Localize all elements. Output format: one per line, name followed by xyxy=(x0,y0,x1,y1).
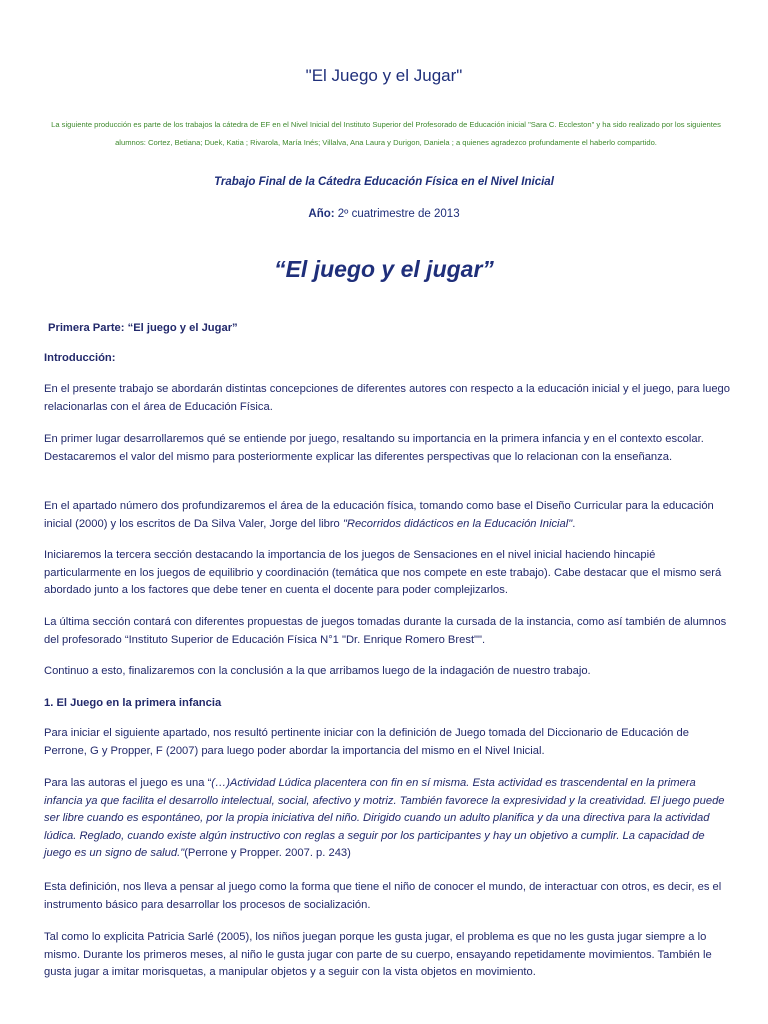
credits-note: La siguiente producción es parte de los trabajos la cátedra de EF en el Nivel Inicial del Instituto Superior del Profesorado de Educación inicial "Sara C. Eccleston" y ha sido realizado por los siguientes alumnos: Cortez, Betiana; Duek, Katia ; Rivarola, María Inés; Villalva, Ana Laura y Durigon, Daniela ; a quienes agradezco profundamente el haberlo compartido. xyxy=(51,120,721,147)
paragraph-3-text: En el apartado número dos profundizaremos el área de la educación física, tomando como base el Diseño Curricular para la educación inicial (2000) y los escritos de Da Silva Valer, Jorge del libro xyxy=(44,500,714,530)
part-heading: Primera Parte: “El juego y el Jugar” xyxy=(48,322,238,334)
book-title: "Recorridos didácticos en la Educación Inicial" xyxy=(342,517,573,530)
paragraph-10: Tal como lo explicita Patricia Sarlé (2005), los niños juegan porque les gusta jugar, el problema es que no les gusta jugar siempre a lo mismo. Durante los primeros meses, al niño le gusta jugar con parte de su cuerpo, ensayando repetidamente movimientos. También le gusta jugar a imitar morisquetas, a manipular objetos y a seguir con la vista objetos en movimiento. xyxy=(44,931,712,978)
paragraph-9: Esta definición, nos lleva a pensar al juego como la forma que tiene el niño de conocer el mundo, de interactuar con otros, es decir, es el instrumento básico para desarrollar los procesos de socialización. xyxy=(44,881,722,911)
quote-text: (…)Actividad Lúdica placentera con fin en sí misma. Esta actividad es trascendental en la primera infancia ya que facilita el desarrollo intelectual, social, afectivo y motriz. También favorece la expresividad y la creatividad. El juego puede ser libre cuando es espontáneo, por la propia iniciativa del niño. Dirigido cuando un adulto planifica y da una directiva para la actividad lúdica. Reglado, cuando existe algún instructivo con reglas a seguir por los participantes y hay un objetivo a cumplir. La capacidad de juego es un signo de salud." xyxy=(44,777,725,859)
paragraph-1: En el presente trabajo se abordarán distintas concepciones de diferentes autores con respecto a la educación inicial y el juego, para luego relacionarlas con el área de Educación Física. xyxy=(44,383,730,413)
quote-lead: Para las autoras el juego es una “ xyxy=(44,777,212,789)
year-value: 2º cuatrimestre de 2013 xyxy=(334,208,460,220)
document-title: "El Juego y el Jugar" xyxy=(305,66,463,85)
intro-heading: Introducción: xyxy=(44,352,116,364)
quote-paragraph xyxy=(44,775,734,863)
course-subtitle: Trabajo Final de la Cátedra Educación Física en el Nivel Inicial xyxy=(214,176,554,188)
paragraph-5: La última sección contará con diferentes propuestas de juegos tomadas durante la cursada de la instancia, como así también de alumnos del profesorado “Instituto Superior de Educación Física N°1 "Dr. Enrique Romero Brest"". xyxy=(44,616,727,646)
section-1-heading: 1. El Juego en la primera infancia xyxy=(44,697,222,709)
paragraph-6: Continuo a esto, finalizaremos con la conclusión a la que arribamos luego de la indagación de nuestro trabajo. xyxy=(44,665,591,677)
year-label: Año: xyxy=(308,208,335,220)
paragraph-2: En primer lugar desarrollaremos qué se entiende por juego, resaltando su importancia en la primera infancia y en el contexto escolar. Destacaremos el valor del mismo para posteriormente explicar las diferentes perspectivas que lo relacionan con la enseñanza. xyxy=(44,433,704,463)
paragraph-3 xyxy=(44,498,734,533)
paragraph-7: Para iniciar el siguiente apartado, nos resultó pertinente iniciar con la definición de Juego tomada del Diccionario de Educación de Perrone, G y Propper, F (2007) para luego poder abordar la importancia del mismo en el Nivel Inicial. xyxy=(44,727,689,757)
paragraph-4: Iniciaremos la tercera sección destacando la importancia de los juegos de Sensaciones en el nivel inicial haciendo hincapié particularmente en los juegos de equilibrio y coordinación (temática que nos compete en este trabajo). Cabe destacar que el mismo será abordado junto a los factores que debe tener en cuenta el docente para poder complejizarlos. xyxy=(44,549,722,596)
main-title: “El juego y el jugar” xyxy=(274,256,494,282)
quote-citation: (Perrone y Propper. 2007. p. 243) xyxy=(184,847,351,859)
paragraph-3-end: . xyxy=(572,517,576,530)
year-line xyxy=(0,208,768,220)
